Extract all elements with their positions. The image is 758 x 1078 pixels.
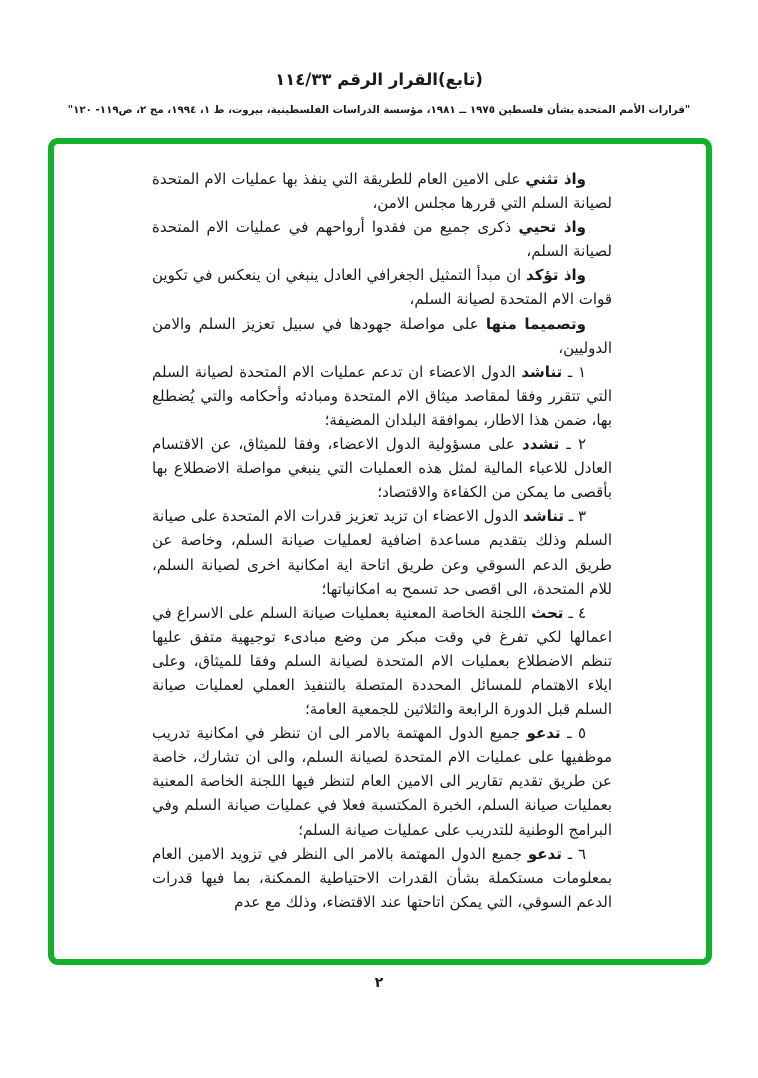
- paragraph-marker: ٤ ـ: [563, 603, 586, 622]
- page-title: (تابع)القرار الرقم ١١٤/٣٣: [275, 70, 483, 89]
- paragraph: [152, 842, 612, 914]
- paragraph-text: على مواصلة جهودها في سبيل تعزيز السلم والامن الدوليين،: [152, 314, 612, 357]
- paragraph-lead: تشدد: [521, 435, 560, 454]
- paragraph-lead: تدعو: [526, 724, 561, 743]
- paragraph: [152, 432, 612, 504]
- paragraph-text: الدول الاعضاء ان تدعم عمليات الام المتحدة لصيانة السلم التي تتقرر وفقا لمقاصد ميثاق الام المتحدة ومبادئه وأحكامه والتي يُضطلع بها، ضمن هذا الاطار، بموافقة البلدان المضيفة؛: [152, 362, 612, 429]
- paragraph: [152, 601, 612, 721]
- source-citation: "قرارات الأمم المتحدة بشأن فلسطين ١٩٧٥ ــ ١٩٨١، مؤسسة الدراسات الفلسطينية، بيروت، ط ١، ١٩٩٤، مج ٢، ص١١٩- ١٢٠": [67, 104, 691, 116]
- paragraph-lead: تحث: [531, 603, 564, 622]
- paragraph-marker: ٦ ـ: [561, 844, 586, 863]
- paragraph-lead: تدعو: [527, 844, 562, 863]
- paragraph-text: اللجنة الخاصة المعنية بعمليات صيانة السلم على الاسراع في اعمالها لكي تفرغ في وقت مبكر من وضع مبادىء توجيهية متفق عليها تنظم الاضطلاع بعمليات الام المتحدة لصيانة السلم وفقا للميثاق، وعلى ايلاء الاهتمام للمسائل المحددة المتصلة بالتنفيذ العملي لعمليات صيانة السلم قبل الدورة الرابعة والثلاثين للجمعية العامة؛: [152, 603, 612, 719]
- paragraph: [152, 721, 612, 841]
- paragraph: [152, 167, 612, 215]
- paragraph-text: جميع الدول المهتمة بالامر الى النظر في تزويد الامين العام بمعلومات مستكملة بشأن القدرات الاحتياطية الممكنة، بما فيها قدرات الدعم السوقي، التي يمكن اتاحتها عند الاقتضاء، وذلك مع عدم: [152, 844, 612, 911]
- paragraph-text: الدول الاعضاء ان تزيد تعزيز قدرات الام المتحدة على صيانة السلم وذلك بتقديم مساعدة اضافية لعمليات صيانة السلم، وخاصة عن طريق الدعم السوقي وعن طريق اتاحة اية امكانية اخرى لصيانة السلم، للام المتحدة، الى اقصى حد تسمح به امكانياتها؛: [152, 507, 612, 598]
- paragraph: [152, 215, 612, 263]
- paragraph: [152, 263, 612, 311]
- paragraph-marker: ١ ـ: [562, 362, 587, 381]
- paragraph-lead: وتصميما منها: [485, 314, 586, 333]
- paragraph-text: ذكرى جميع من فقدوا أرواحهم في عمليات الام المتحدة لصيانة السلم،: [152, 218, 612, 261]
- paragraph-lead: واذ تحيي: [518, 218, 586, 237]
- paragraph-marker: ٢ ـ: [559, 435, 586, 454]
- paragraph-text: ان مبدأ التمثيل الجغرافي العادل ينبغي ان ينعكس في تكوين قوات الام المتحدة لصيانة السلم،: [152, 266, 612, 309]
- paragraph: [152, 360, 612, 432]
- page-number: ٢: [374, 975, 384, 991]
- paragraph-lead: واذ تؤكد: [526, 266, 586, 285]
- paragraph-lead: تناشد: [521, 362, 563, 381]
- paragraph-text: على مسؤولية الدول الاعضاء، وفقا للميثاق، عن الاقتسام العادل للاعباء المالية لمثل هذه العمليات التي ينبغي مواصلة الاضطلاع بها بأقصى ما يمكن من الكفاءة والاقتصاد؛: [152, 435, 612, 502]
- document-body: [152, 167, 612, 914]
- paragraph-lead: تناشد: [523, 507, 564, 526]
- paragraph: [152, 312, 612, 360]
- paragraph-marker: ٥ ـ: [560, 724, 587, 743]
- paragraph: [152, 504, 612, 600]
- paragraph-lead: واذ تثني: [525, 170, 586, 188]
- paragraph-text: جميع الدول المهتمة بالامر الى ان تنظر في امكانية تدريب موظفيها على عمليات الام المتحدة لصيانة السلم، والى ان تشارك، خاصة عن طريق تقديم تقارير الى الامين العام لتنظر فيها اللجنة الخاصة المعنية بعمليات صيانة السلم، الخبرة المكتسبة فعلا في عمليات صيانة السلم وفي البرامج الوطنية للتدريب على عمليات صيانة السلم؛: [152, 724, 612, 839]
- paragraph-marker: ٣ ـ: [563, 507, 586, 526]
- paragraph-text: على الامين العام للطريقة التي ينفذ بها عمليات الام المتحدة لصيانة السلم التي قررها مجلس الامن،: [152, 170, 612, 213]
